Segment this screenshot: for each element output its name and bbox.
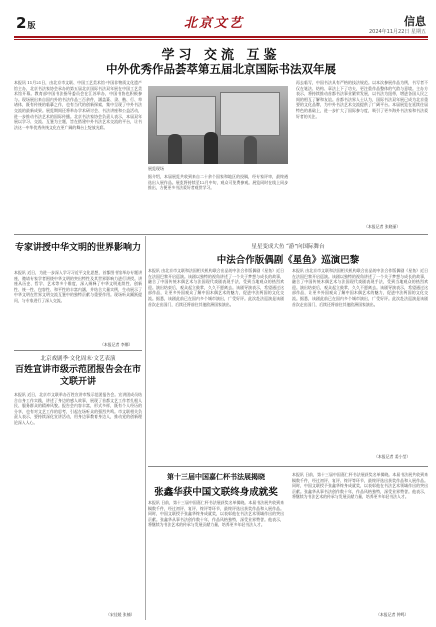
page-number-digit: 2 (16, 14, 27, 32)
column-divider (145, 236, 146, 620)
page-number-suffix: 版 (27, 21, 36, 30)
article-1-title: 专家讲授中华文明的世界影响力 (14, 243, 141, 253)
newspaper-page (14, 8, 428, 620)
lead-body-right: 再去临写，中国书法具有严格的技法规范。以本次参展作品为例，书写者不仅在笔法、结构、章法上下了功夫，更注重作品整体的气韵与意境。主办方表示，将持续推动首都书法事业繁荣发展，以书法为纽带，增进各国人民之间的相互了解和友谊。首都书法界人士认为，国际书法双年展已成为北京重要的文化品牌，为中外书法艺术交流提供了广阔平台。本届展览在延续往届特色的基础上，进一步扩大了国际参与度，吸引了更多海外书法家和书法爱好者的关注。 (296, 80, 428, 119)
article-2-title: 百姓宣讲市级示范团报告会在市文联开讲 (14, 365, 141, 387)
photo-caption: 展览现场 (148, 166, 164, 171)
article-4-author: （本报记者 钟鸣） (376, 612, 409, 617)
article-4-title: 第十三届中国嘉仁杯书法展揭晓 (167, 473, 265, 481)
masthead-rule (14, 36, 428, 38)
masthead-logo: 北京文艺 (183, 16, 244, 31)
exhibition-photo (148, 86, 288, 164)
lead-author: （本报记者 张晓丽） (364, 224, 401, 229)
article-2-kicker: 北京戏剧季·文化周末·文艺表演 (40, 356, 116, 362)
article-3-kicker: 星星变成大鱼 “游”向国际舞台 (251, 244, 325, 250)
lead-headline: 中外优秀作品荟萃第五届北京国际书法双年展 (106, 62, 336, 76)
article-3-body-left: 本报讯 由北京市文联和法国相关机构联合出品的中法合作版偶剧《星鱼》近日在法国巴黎开启巡演。该剧以独特的视角讲述了一个关于梦想与成长的故事，融合了中国传统木偶艺术与法国现代戏剧表现手法，受到当地观众的热烈欢迎。演出结束后，观众起立鼓掌，久久不愿离去。该剧导演表示，希望通过这部作品，让更多外国观众了解中国木偶艺术的魅力，促进中法两国的文化交流。据悉，该剧此前已在国内多个城市演出，广受好评。此次赴法巡演是该剧首次走出国门，后续还将前往其他欧洲国家演出。 (148, 268, 284, 307)
article-4-subtitle: 张鑫华获中国文联终身成就奖 (154, 487, 278, 498)
section-divider (14, 234, 428, 235)
lead-body-mid: 据介绍，本届展览共收到来自二十余个国家和地区的投稿，经专家评审，最终遴选出入展作品。展览将持续至12月中旬，观众可免费参观。展览同时在线上同步推出，方便更多书法爱好者观赏学习。 (148, 174, 288, 191)
article-1-author: （本报记者 李娜） (100, 342, 133, 347)
article-4-body-left: 本报讯 日前，第十三届中国嘉仁杯书法展获奖名单揭晓。本届书法展共收到来稿数千件，经过初评、复评、终评等环节，最终评选出获奖作品和入展作品。同时，中国文联授予张鑫华终身成就奖，以表彰他在书法艺术领域作出的突出贡献。张鑫华从事书法创作数十年，作品风格独特，深受业界赞誉。他表示，将继续为书法艺术的传承与发展贡献力量，培养更多年轻书法人才。 (148, 500, 284, 528)
page-number (16, 14, 35, 32)
article-1-body: 本报讯 近日，为进一步深入学习习近平文化思想，首都图书馆举办专题讲座，邀请专家学者围绕中华文明的突出特性及其世界影响力进行讲授。讲座从历史、哲学、艺术等多个维度，深入阐释了中华文明连续性、创新性、统一性、包容性、和平性的丰富内涵，并结合大量实例，生动展示了中华文明在世界文明交流互鉴中的独特贡献与重要作用。现场听众踊跃提问，与专家进行了深入交流。 (14, 270, 142, 303)
issue-date: 2024年11月22日 星期五 (368, 29, 426, 35)
article-2-author: （宋佳媛 张楠） (106, 612, 135, 617)
article-divider (148, 466, 428, 467)
article-3-body-right: 本报讯 由北京市文联和法国相关机构联合出品的中法合作版偶剧《星鱼》近日在法国巴黎开启巡演。该剧以独特的视角讲述了一个关于梦想与成长的故事，融合了中国传统木偶艺术与法国现代戏剧表现手法，受到当地观众的热烈欢迎。演出结束后，观众起立鼓掌，久久不愿离去。该剧导演表示，希望通过这部作品，让更多外国观众了解中国木偶艺术的魅力，促进中法两国的文化交流。据悉，该剧此前已在国内多个城市演出，广受好评。此次赴法巡演是该剧首次走出国门，后续还将前往其他欧洲国家演出。 (292, 268, 428, 307)
masthead-rule-thin (14, 39, 428, 40)
masthead (14, 8, 428, 36)
article-2-body: 本报讯 近日，北京市文联举办百姓宣讲市级示范团报告会。宣讲团成员结合自身工作实践，讲述了身边的感人故事，展现了首都文艺工作者扎根人民、服务群众的精神风貌。报告会内容丰富，形式多样，既有个人经历的分享，也有对文艺工作的思考，引起在场听众的强烈共鸣。市文联相关负责人表示，要持续深化宣讲活动，用身边事教育身边人，推动党的创新理论深入人心。 (14, 392, 142, 425)
lead-kicker: 学习 交流 互鉴 (161, 48, 281, 63)
lead-body-left: 本报讯 11月21日，由北京市文联、中国工艺美术馆·中国非物质文化遗产馆主办，北京书法家协会承办的第五届北京国际书法双年展在中国工艺美术馆开幕。教育部中国书法指导委员会在江苏举办，中国书协也积极参与。现场展出来自国内外的书法作品三百余件，涵盖篆、隶、楷、行、草诸体，既有传统的临摹之作，也有当代的创新探索，集中呈现了中外书法交流的最新成果。展览期间还将举办学术研讨会、书法讲座和公益活动，进一步推动书法艺术的国际传播。北京书法家协会负责人表示，本届双年展以学习、交流、互鉴为主题，旨在搭建中外书法艺术交流的平台，让书法这一中华优秀传统文化在更广阔的舞台上绽放光彩。 (14, 80, 142, 130)
section-name: 信息 (404, 15, 426, 28)
article-3-title: 中法合作版偶剧《星鱼》巡演巴黎 (216, 255, 360, 266)
article-4-body-right: 本报讯 日前，第十三届中国嘉仁杯书法展获奖名单揭晓。本届书法展共收到来稿数千件，经过初评、复评、终评等环节，最终评选出获奖作品和入展作品。同时，中国文联授予张鑫华终身成就奖，以表彰他在书法艺术领域作出的突出贡献。张鑫华从事书法创作数十年，作品风格独特，深受业界赞誉。他表示，将继续为书法艺术的传承与发展贡献力量，培养更多年轻书法人才。 (292, 472, 428, 500)
article-3-author: （本报记者 姜小莹） (374, 454, 411, 459)
article-divider (14, 350, 142, 351)
